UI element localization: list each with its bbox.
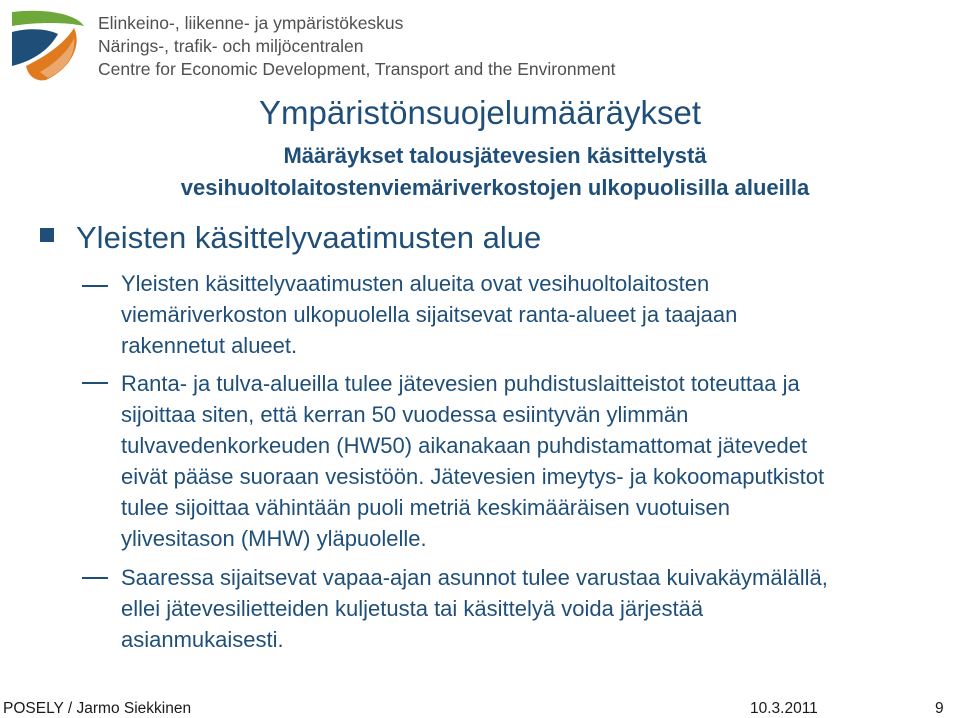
section-heading: Yleisten käsittelyvaatimusten alue: [76, 220, 542, 255]
organization-name-fi: Elinkeino-, liikenne- ja ympäristökeskus: [98, 13, 404, 33]
list-item-line: tulee sijoittaa vähintään puoli metriä keskimääräisen vuotuisen: [121, 495, 731, 520]
footer-page-number: 9: [935, 700, 944, 717]
list-item-line: ylivesitason (MHW) yläpuolelle.: [121, 526, 427, 551]
dash-bullet-icon: [82, 577, 108, 579]
footer-author: POSELY / Jarmo Siekkinen: [3, 700, 192, 717]
list-item-line: asianmukaisesti.: [121, 627, 284, 652]
list-item-line: tulvavedenkorkeuden (HW50) aikanakaan puhdistamattomat jätevedet: [121, 433, 808, 458]
list-item: [121, 562, 828, 655]
list-item-line: ellei jätevesilietteiden kuljetusta tai käsittelyä voida järjestää: [121, 596, 704, 621]
list-item-line: viemäriverkoston ulkopuolella sijaitsevat ranta-alueet ja taajaan: [121, 302, 738, 327]
slide-subtitle-line-2: vesihuoltolaitostenviemäriverkostojen ulkopuolisilla alueilla: [180, 175, 810, 200]
square-bullet-icon: [40, 228, 54, 242]
list-item-line: Saaressa sijaitsevat vapaa-ajan asunnot tulee varustaa kuivakäymälällä,: [121, 565, 828, 590]
organization-name: [98, 12, 615, 81]
slide-subtitle-line-1: Määräykset talousjätevesien käsittelystä: [283, 143, 707, 168]
organization-name-en: Centre for Economic Development, Transport and the Environment: [98, 59, 616, 79]
ely-centre-logo: [6, 4, 88, 86]
slide-title: Ympäristönsuojelumääräykset: [258, 94, 702, 131]
organization-name-sv: Närings-, trafik- och miljöcentralen: [98, 36, 364, 56]
list-item-line: rakennetut alueet.: [121, 333, 298, 358]
list-item: [121, 368, 824, 554]
dash-bullet-icon: [82, 285, 108, 287]
footer-date: 10.3.2011: [750, 700, 818, 717]
slide-subtitle: [0, 140, 960, 204]
list-item-line: Ranta- ja tulva-alueilla tulee jätevesien puhdistuslaitteistot toteuttaa ja: [121, 371, 800, 396]
list-item: [121, 268, 737, 361]
list-item-line: sijoittaa siten, että kerran 50 vuodessa esiintyvän ylimmän: [121, 402, 689, 427]
dash-bullet-icon: [82, 382, 108, 384]
list-item-line: eivät pääse suoraan vesistöön. Jätevesien imeytys- ja kokoomaputkistot: [121, 464, 825, 489]
list-item-line: Yleisten käsittelyvaatimusten alueita ovat vesihuoltolaitosten: [121, 271, 710, 296]
